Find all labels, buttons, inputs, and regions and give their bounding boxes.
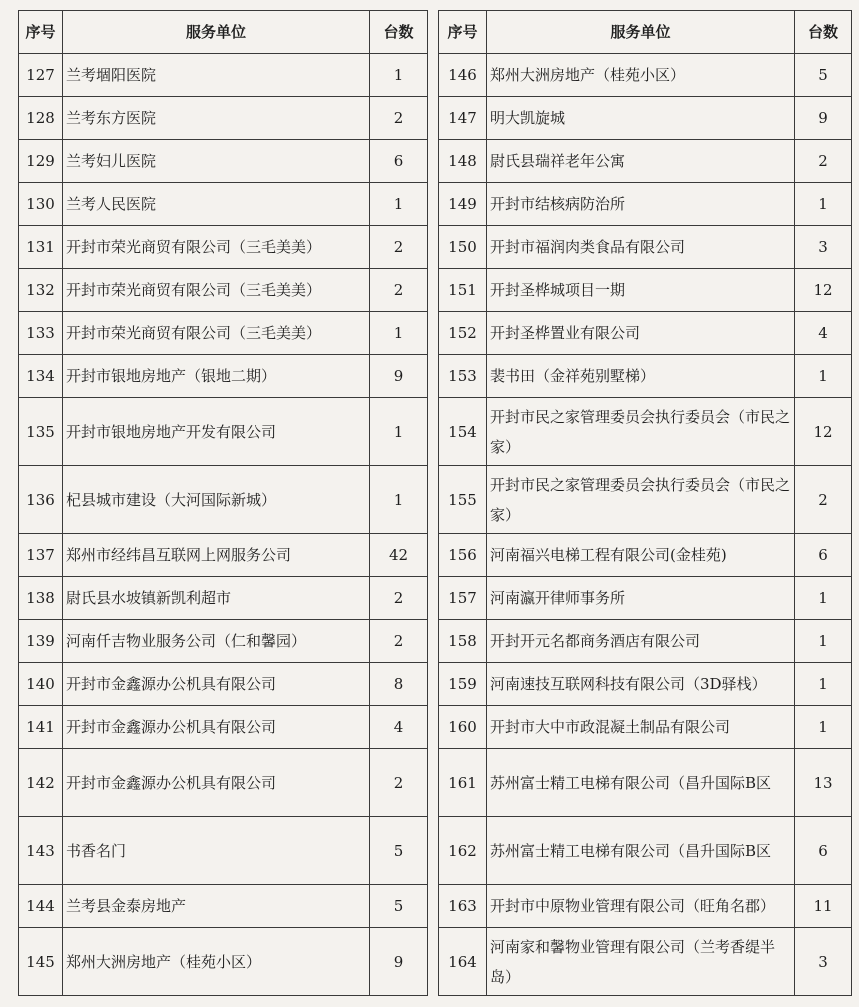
table-row xyxy=(439,620,852,663)
table-row xyxy=(439,398,852,466)
row-unit: 郑州市经纬昌互联网上网服务公司 xyxy=(63,534,370,577)
header-unit: 服务单位 xyxy=(487,11,795,54)
row-no: 137 xyxy=(19,534,63,577)
table-row xyxy=(439,885,852,928)
row-no: 150 xyxy=(439,226,487,269)
table-row xyxy=(439,140,852,183)
row-no: 161 xyxy=(439,749,487,817)
row-count: 6 xyxy=(370,140,428,183)
row-no: 128 xyxy=(19,97,63,140)
row-unit: 尉氏县瑞祥老年公寓 xyxy=(487,140,795,183)
row-unit: 尉氏县水坡镇新凯利超市 xyxy=(63,577,370,620)
table-row xyxy=(439,183,852,226)
row-count: 11 xyxy=(795,885,852,928)
row-unit: 开封市金鑫源办公机具有限公司 xyxy=(63,663,370,706)
row-no: 147 xyxy=(439,97,487,140)
row-count: 1 xyxy=(795,620,852,663)
left-header-row xyxy=(19,11,428,54)
row-no: 143 xyxy=(19,817,63,885)
row-no: 148 xyxy=(439,140,487,183)
table-row xyxy=(439,928,852,996)
header-count: 台数 xyxy=(795,11,852,54)
row-count: 1 xyxy=(795,355,852,398)
table-row xyxy=(439,706,852,749)
row-unit: 开封开元名都商务酒店有限公司 xyxy=(487,620,795,663)
row-no: 154 xyxy=(439,398,487,466)
row-count: 1 xyxy=(370,183,428,226)
row-unit: 开封市荣光商贸有限公司（三毛美美） xyxy=(63,226,370,269)
row-no: 145 xyxy=(19,928,63,996)
row-count: 5 xyxy=(370,885,428,928)
row-count: 42 xyxy=(370,534,428,577)
right-header-row xyxy=(439,11,852,54)
row-no: 142 xyxy=(19,749,63,817)
row-count: 1 xyxy=(370,312,428,355)
row-no: 144 xyxy=(19,885,63,928)
row-no: 155 xyxy=(439,466,487,534)
table-row xyxy=(439,312,852,355)
row-count: 1 xyxy=(370,398,428,466)
row-no: 162 xyxy=(439,817,487,885)
header-count: 台数 xyxy=(370,11,428,54)
row-count: 2 xyxy=(370,620,428,663)
row-no: 139 xyxy=(19,620,63,663)
row-unit: 兰考堌阳医院 xyxy=(63,54,370,97)
table-row xyxy=(439,269,852,312)
table-row xyxy=(19,577,428,620)
row-unit: 开封圣桦城项目一期 xyxy=(487,269,795,312)
table-row xyxy=(19,54,428,97)
row-unit: 开封市中原物业管理有限公司（旺角名郡） xyxy=(487,885,795,928)
row-unit: 开封市荣光商贸有限公司（三毛美美） xyxy=(63,269,370,312)
row-unit: 郑州大洲房地产（桂苑小区） xyxy=(63,928,370,996)
row-unit: 开封市民之家管理委员会执行委员会（市民之家） xyxy=(487,466,795,534)
table-row xyxy=(19,817,428,885)
row-no: 134 xyxy=(19,355,63,398)
row-unit: 书香名门 xyxy=(63,817,370,885)
row-count: 5 xyxy=(795,54,852,97)
row-count: 4 xyxy=(370,706,428,749)
table-row xyxy=(19,355,428,398)
row-count: 1 xyxy=(370,466,428,534)
row-count: 2 xyxy=(370,226,428,269)
table-row xyxy=(19,534,428,577)
row-no: 135 xyxy=(19,398,63,466)
row-count: 12 xyxy=(795,398,852,466)
row-no: 138 xyxy=(19,577,63,620)
row-count: 2 xyxy=(370,97,428,140)
row-unit: 兰考东方医院 xyxy=(63,97,370,140)
row-no: 130 xyxy=(19,183,63,226)
row-count: 1 xyxy=(370,54,428,97)
row-no: 159 xyxy=(439,663,487,706)
row-count: 9 xyxy=(370,928,428,996)
table-row xyxy=(19,749,428,817)
row-count: 2 xyxy=(370,749,428,817)
left-table xyxy=(18,10,428,996)
row-no: 153 xyxy=(439,355,487,398)
row-count: 13 xyxy=(795,749,852,817)
row-no: 141 xyxy=(19,706,63,749)
row-no: 160 xyxy=(439,706,487,749)
table-row xyxy=(439,97,852,140)
row-unit: 开封市金鑫源办公机具有限公司 xyxy=(63,706,370,749)
row-no: 129 xyxy=(19,140,63,183)
row-no: 146 xyxy=(439,54,487,97)
row-unit: 开封市大中市政混凝土制品有限公司 xyxy=(487,706,795,749)
row-unit: 开封圣桦置业有限公司 xyxy=(487,312,795,355)
right-table xyxy=(438,10,852,996)
row-unit: 河南福兴电梯工程有限公司(金桂苑) xyxy=(487,534,795,577)
row-count: 1 xyxy=(795,577,852,620)
row-no: 164 xyxy=(439,928,487,996)
table-row xyxy=(19,663,428,706)
row-no: 151 xyxy=(439,269,487,312)
row-no: 157 xyxy=(439,577,487,620)
row-unit: 河南家和馨物业管理有限公司（兰考香缇半岛） xyxy=(487,928,795,996)
table-row xyxy=(439,663,852,706)
row-no: 140 xyxy=(19,663,63,706)
row-unit: 苏州富士精工电梯有限公司（昌升国际B区 xyxy=(487,749,795,817)
row-count: 6 xyxy=(795,817,852,885)
row-unit: 开封市结核病防治所 xyxy=(487,183,795,226)
row-count: 5 xyxy=(370,817,428,885)
row-no: 136 xyxy=(19,466,63,534)
row-unit: 开封市荣光商贸有限公司（三毛美美） xyxy=(63,312,370,355)
row-unit: 河南瀛开律师事务所 xyxy=(487,577,795,620)
table-row xyxy=(439,466,852,534)
table-row xyxy=(19,706,428,749)
table-row xyxy=(19,140,428,183)
table-row xyxy=(19,97,428,140)
row-unit: 苏州富士精工电梯有限公司（昌升国际B区 xyxy=(487,817,795,885)
row-no: 158 xyxy=(439,620,487,663)
row-count: 3 xyxy=(795,226,852,269)
row-count: 9 xyxy=(370,355,428,398)
row-unit: 裴书田（金祥苑别墅梯） xyxy=(487,355,795,398)
header-unit: 服务单位 xyxy=(63,11,370,54)
row-unit: 河南速技互联网科技有限公司（3D驿栈） xyxy=(487,663,795,706)
table-row xyxy=(19,183,428,226)
table-row xyxy=(439,577,852,620)
row-no: 149 xyxy=(439,183,487,226)
row-unit: 兰考妇儿医院 xyxy=(63,140,370,183)
row-count: 2 xyxy=(795,140,852,183)
table-row xyxy=(19,885,428,928)
row-unit: 开封市银地房地产开发有限公司 xyxy=(63,398,370,466)
row-no: 127 xyxy=(19,54,63,97)
row-unit: 开封市金鑫源办公机具有限公司 xyxy=(63,749,370,817)
row-count: 1 xyxy=(795,706,852,749)
table-row xyxy=(19,398,428,466)
header-no: 序号 xyxy=(19,11,63,54)
row-unit: 兰考人民医院 xyxy=(63,183,370,226)
row-no: 133 xyxy=(19,312,63,355)
row-unit: 明大凯旋城 xyxy=(487,97,795,140)
table-row xyxy=(439,534,852,577)
row-count: 4 xyxy=(795,312,852,355)
row-count: 12 xyxy=(795,269,852,312)
header-no: 序号 xyxy=(439,11,487,54)
row-count: 2 xyxy=(370,577,428,620)
row-unit: 开封市民之家管理委员会执行委员会（市民之家） xyxy=(487,398,795,466)
row-count: 3 xyxy=(795,928,852,996)
row-no: 131 xyxy=(19,226,63,269)
table-row xyxy=(19,620,428,663)
table-row xyxy=(439,817,852,885)
row-unit: 河南仟吉物业服务公司（仁和馨园） xyxy=(63,620,370,663)
row-count: 1 xyxy=(795,183,852,226)
table-row xyxy=(19,269,428,312)
row-no: 152 xyxy=(439,312,487,355)
row-unit: 开封市福润肉类食品有限公司 xyxy=(487,226,795,269)
row-count: 2 xyxy=(370,269,428,312)
table-row xyxy=(439,226,852,269)
row-count: 8 xyxy=(370,663,428,706)
row-unit: 郑州大洲房地产（桂苑小区） xyxy=(487,54,795,97)
row-unit: 开封市银地房地产（银地二期） xyxy=(63,355,370,398)
table-row xyxy=(19,226,428,269)
row-count: 1 xyxy=(795,663,852,706)
table-row xyxy=(19,928,428,996)
table-row xyxy=(439,54,852,97)
row-count: 2 xyxy=(795,466,852,534)
row-count: 6 xyxy=(795,534,852,577)
table-row xyxy=(19,466,428,534)
row-count: 9 xyxy=(795,97,852,140)
table-row xyxy=(19,312,428,355)
row-no: 132 xyxy=(19,269,63,312)
row-unit: 杞县城市建设（大河国际新城） xyxy=(63,466,370,534)
table-row xyxy=(439,749,852,817)
table-row xyxy=(439,355,852,398)
row-unit: 兰考县金泰房地产 xyxy=(63,885,370,928)
row-no: 156 xyxy=(439,534,487,577)
row-no: 163 xyxy=(439,885,487,928)
